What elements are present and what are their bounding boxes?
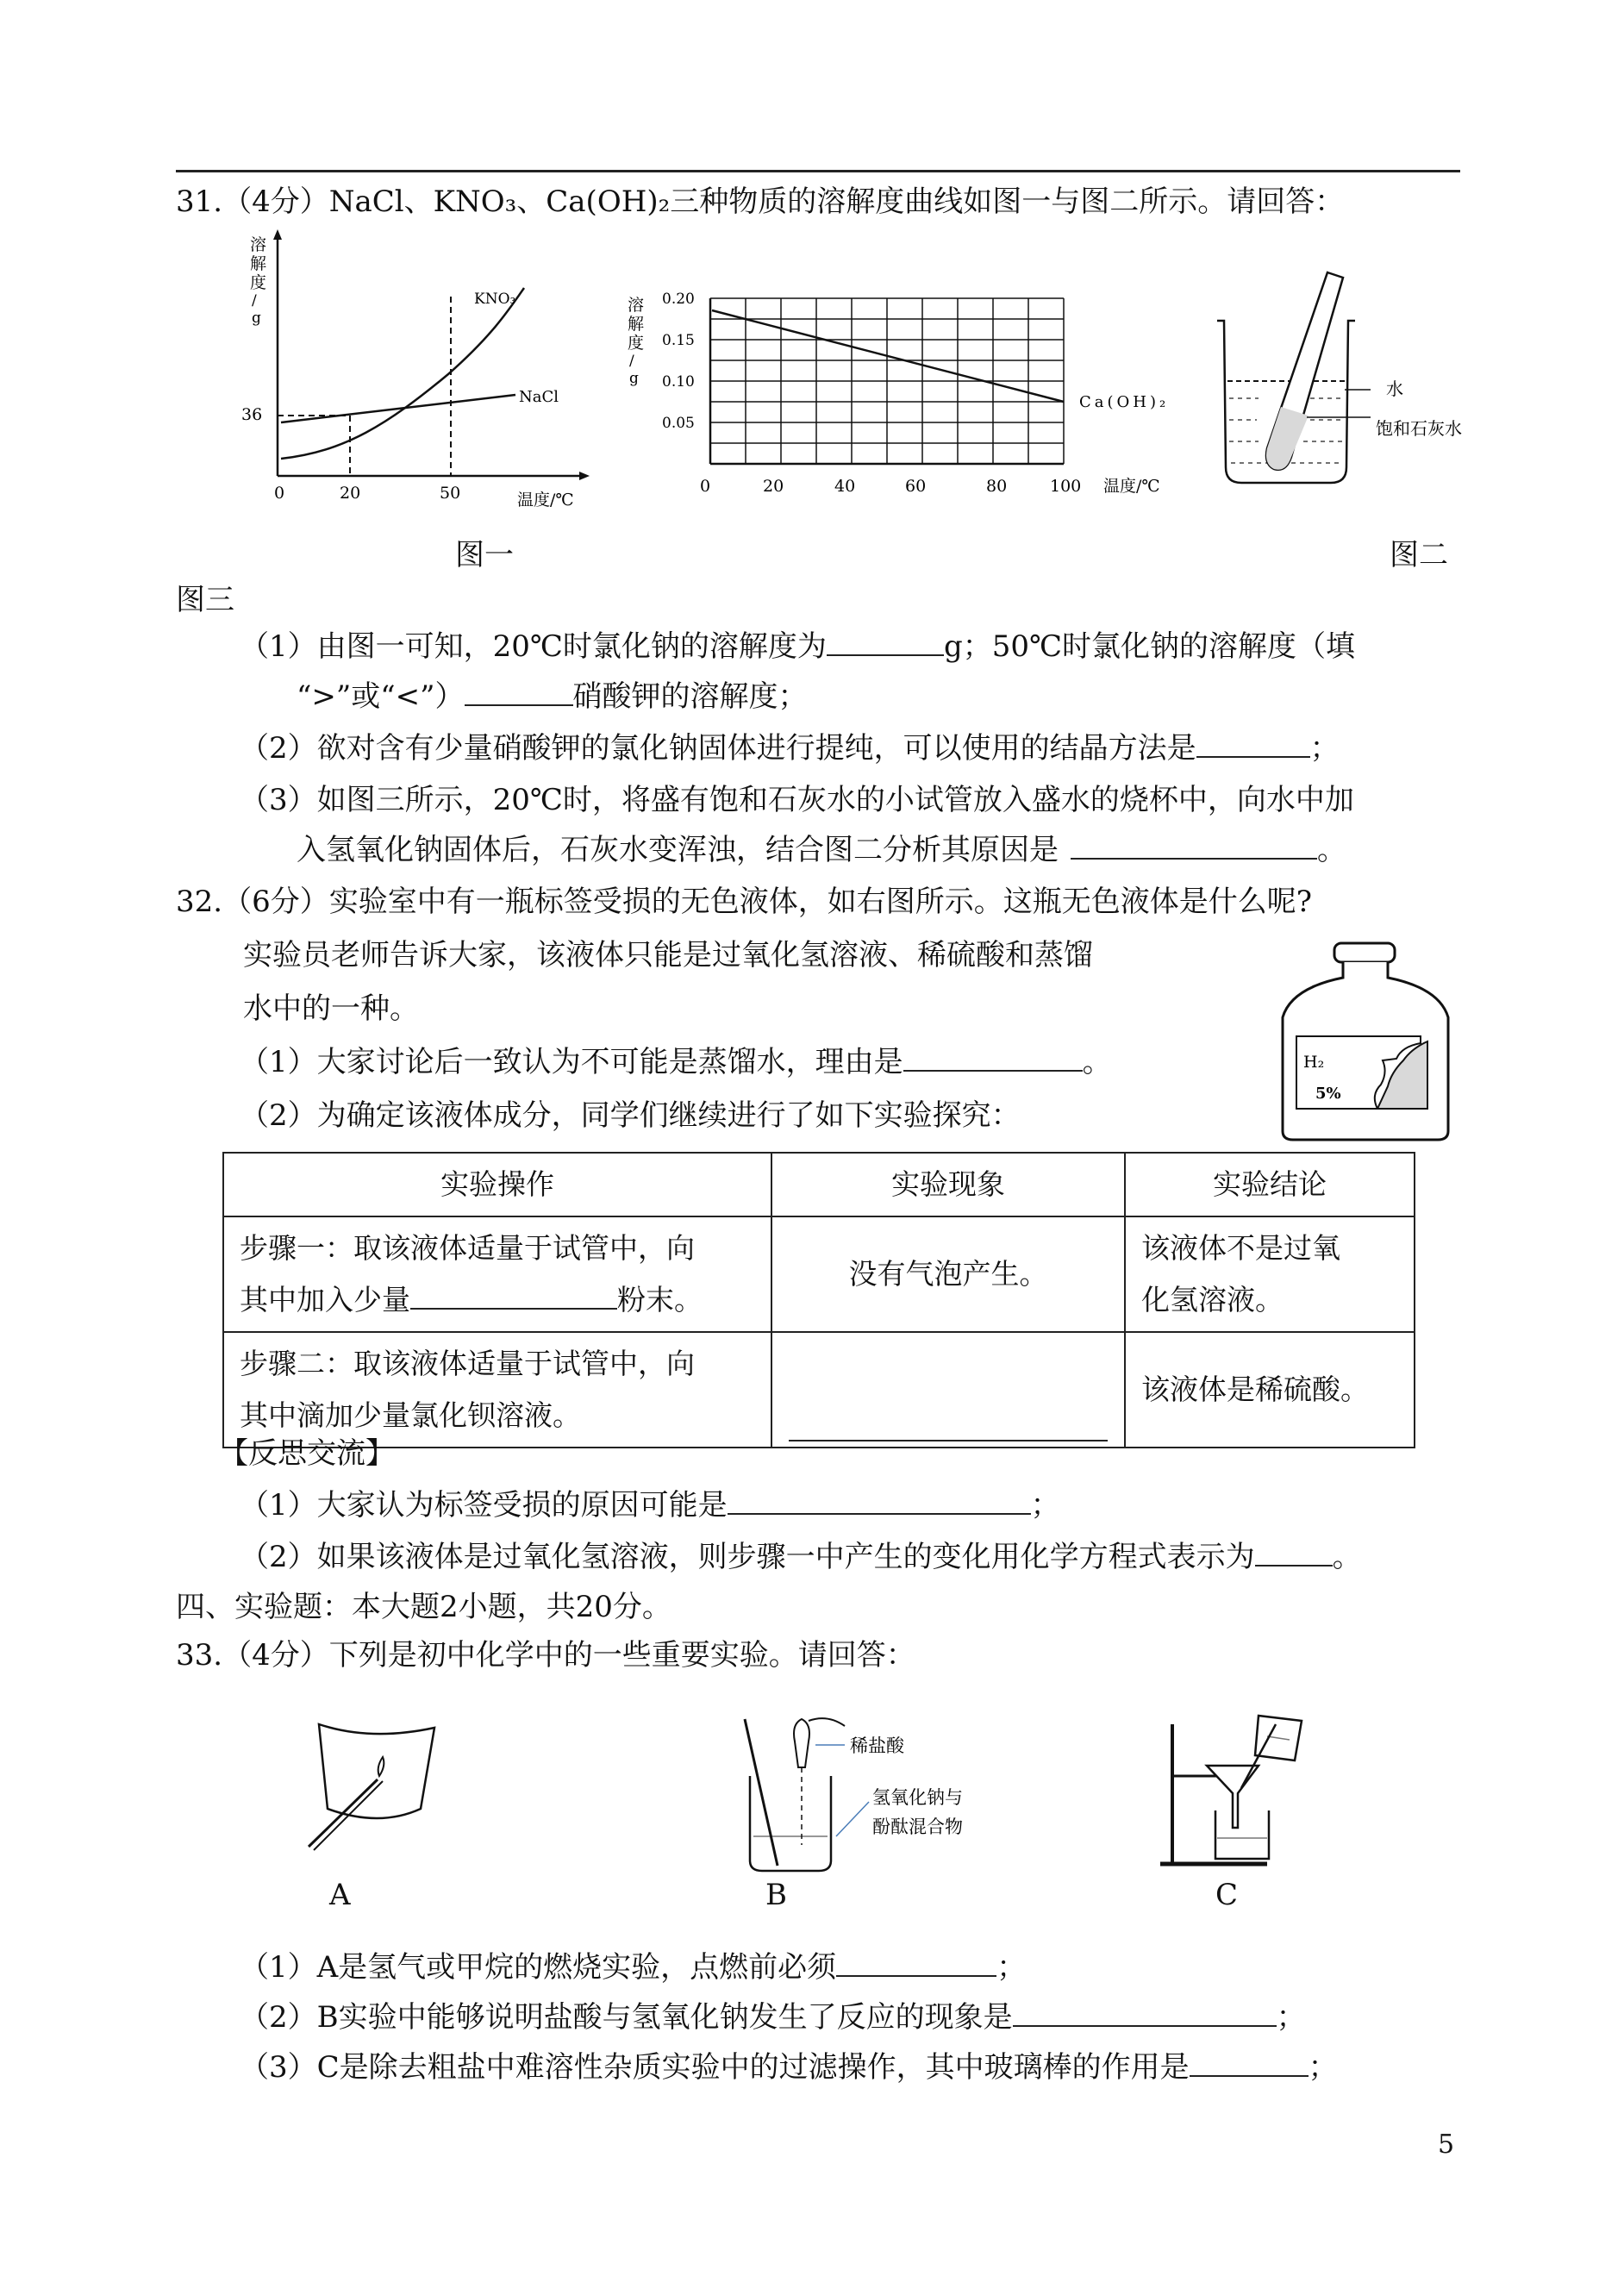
q32-line3: 水中的一种。: [243, 991, 419, 1026]
fig1-xtick-50: 50: [440, 484, 461, 503]
b-label-mix-1: 氢氧化钠与: [872, 1787, 963, 1808]
fig1-xtick-20: 20: [340, 484, 361, 503]
table-header-observation: 实验现象: [771, 1153, 1125, 1216]
answer-blank-not-water-reason[interactable]: [903, 1044, 1083, 1072]
caption-fig2: 图二: [1390, 538, 1448, 572]
q31-part3-line2: 入氢氧化钠固体后，石灰水变浑浊，结合图二分析其原因是 。: [297, 833, 1346, 867]
q31-p2: （2）欲对含有少量硝酸钾的氯化钠固体进行提纯，可以使用的结晶方法是: [240, 731, 1196, 766]
hand-icon: [809, 1718, 845, 1726]
apparatus-c-filtration: [1155, 1707, 1327, 1879]
test-tube-limewater: [1266, 407, 1309, 470]
answer-blank-powder[interactable]: [410, 1282, 617, 1310]
q33-part2: （2）B实验中能够说明盐酸与氢氧化钠发生了反应的现象是 ；: [240, 2000, 1306, 2035]
table-header-operation: 实验操作: [223, 1153, 771, 1216]
apparatus-b-neutralization: [715, 1707, 1043, 1879]
answer-blank-reaction-phenomenon[interactable]: [1013, 1999, 1277, 2027]
fig2-xtick-60: 60: [905, 477, 927, 496]
fig1-xlabel: 温度/℃: [517, 491, 574, 510]
figure-3-beaker-test-tube: [1207, 269, 1491, 502]
b-label-acid: 稀盐酸: [850, 1735, 904, 1756]
fig2-xtick-0: 0: [700, 477, 711, 496]
q31-p1c: “>”或“<”）: [297, 679, 465, 714]
row2-operation: 步骤二：取该液体适量于试管中，向 其中滴加少量氯化钡溶液。: [223, 1332, 771, 1448]
fig2-ytick-015: 0.15: [662, 332, 695, 349]
q31-p1d: 硝酸钾的溶解度；: [572, 679, 808, 714]
reflect-part2: （2）如果该液体是过氧化氢溶液，则步骤一中产生的变化用化学方程式表示为 。: [240, 1540, 1362, 1574]
reflect-title: 【反思交流】: [219, 1436, 395, 1471]
q31-part1-line1: [240, 628, 1355, 666]
beaker-c: [1215, 1810, 1269, 1859]
fig2-xlabel: 温度/℃: [1103, 477, 1160, 496]
row1-observation: 没有气泡产生。: [771, 1216, 1125, 1332]
fig2-ylabel-1: 溶: [628, 296, 645, 315]
q33-part3: （3）C是除去粗盐中难溶性杂质实验中的过滤操作，其中玻璃棒的作用是 ；: [240, 2050, 1338, 2085]
figure-2-caoh2-chart: [621, 285, 1198, 509]
section-4-heading: 四、实验题：本大题2小题，共20分。: [176, 1590, 671, 1624]
dropper-icon: [794, 1719, 809, 1767]
q32-p1: （1）大家讨论后一致认为不可能是蒸馏水，理由是: [240, 1045, 903, 1079]
q33-stem: 33.（4分）下列是初中化学中的一些重要实验。请回答：: [176, 1638, 915, 1673]
fig2-ylabel-4: /: [629, 353, 634, 370]
figure-1-solubility-chart: [233, 226, 595, 510]
beaker-b: [750, 1776, 831, 1871]
fig2-xtick-100: 100: [1050, 477, 1082, 496]
answer-blank-reason[interactable]: [1071, 832, 1317, 860]
bottle-stopper: [1334, 943, 1395, 962]
q32-part1: （1）大家讨论后一致认为不可能是蒸馏水，理由是 。: [240, 1045, 1112, 1079]
header-rule: [176, 170, 1460, 172]
answer-blank-label-damage-reason[interactable]: [728, 1487, 1031, 1515]
fig1-x-arrow: [579, 472, 590, 480]
row1-conclusion: 该液体不是过氧 化氢溶液。: [1125, 1216, 1415, 1332]
fig2-curve-caoh2: [712, 310, 1064, 402]
q32-part2: （2）为确定该液体成分，同学们继续进行了如下实验探究：: [240, 1098, 1021, 1133]
reagent-bottle-figure: [1274, 940, 1464, 1147]
caption-fig1: 图一: [455, 538, 514, 572]
row1-operation: 步骤一：取该液体适量于试管中，向 其中加入少量 粉末。: [223, 1216, 771, 1332]
q31-part2: （2）欲对含有少量硝酸钾的氯化钠固体进行提纯，可以使用的结晶方法是 ；: [240, 731, 1340, 766]
q32-stem: 32.（6分）实验室中有一瓶标签受损的无色液体，如右图所示。这瓶无色液体是什么呢?: [176, 885, 1312, 919]
fig1-curve-kno3: [281, 288, 524, 459]
b-label-mix-2: 酚酞混合物: [872, 1817, 963, 1837]
label-a: A: [329, 1878, 351, 1912]
fig2-ytick-010: 0.10: [662, 373, 695, 391]
experiment-table: [222, 1152, 1415, 1448]
inverted-beaker: [319, 1724, 434, 1818]
fig2-label-caoh2: Ca(OH)₂: [1079, 393, 1170, 411]
caption-fig3: 图三: [176, 583, 234, 617]
fig1-ylabel-5: g: [252, 310, 261, 327]
fig1-y-arrow: [273, 229, 282, 240]
answer-blank-before-ignition[interactable]: [836, 1949, 996, 1977]
fig1-ytick: 36: [241, 405, 263, 424]
bottle-label-pct: 5%: [1315, 1085, 1341, 1103]
answer-blank-crystallization[interactable]: [1196, 730, 1310, 758]
label-b: B: [765, 1878, 787, 1912]
table-header-row: [223, 1153, 1415, 1216]
fig2-ylabel-2: 解: [628, 315, 645, 334]
row2-observation: [771, 1332, 1125, 1448]
fig1-curve-nacl: [281, 395, 515, 422]
q31-part1-line2: [297, 678, 808, 716]
fig3-label-water: 水: [1386, 378, 1403, 399]
answer-blank-phenomenon[interactable]: [789, 1414, 1108, 1441]
q33-part1: （1）A是氢气或甲烷的燃烧实验，点燃前必须 ；: [240, 1950, 1027, 1985]
q31-p1b: g；50℃时氯化钠的溶解度（填: [943, 629, 1355, 664]
row2-conclusion: 该液体是稀硫酸。: [1125, 1332, 1415, 1448]
table-row: [223, 1332, 1415, 1448]
bottle-label-h: H₂: [1303, 1053, 1325, 1072]
fig1-ylabel-3: 度: [250, 273, 267, 292]
fig1-ylabel-4: /: [252, 292, 257, 310]
pointer-mixture: [836, 1802, 869, 1836]
q31-stem: 31.（4分）NaCl、KNO₃、Ca(OH)₂三种物质的溶解度曲线如图一与图二所示。请回答：: [176, 184, 1345, 219]
fig2-xtick-20: 20: [763, 477, 784, 496]
reflect-part1: （1）大家认为标签受损的原因可能是 ；: [240, 1488, 1060, 1523]
fig2-xtick-80: 80: [986, 477, 1008, 496]
answer-blank-nacl-20c[interactable]: [827, 628, 944, 656]
fig2-ytick-020: 0.20: [662, 291, 695, 308]
fig1-ylabel-2: 解: [250, 254, 267, 273]
q31-part3-line1: （3）如图三所示，20℃时，将盛有饱和石灰水的小试管放入盛水的烧杯中，向水中加: [240, 783, 1354, 817]
page-number: 5: [1438, 2129, 1455, 2160]
answer-blank-compare[interactable]: [465, 678, 573, 706]
q31-p3b: 入氢氧化钠固体后，石灰水变浑浊，结合图二分析其原因是: [297, 833, 1059, 867]
label-c: C: [1215, 1878, 1239, 1912]
answer-blank-glass-rod-role[interactable]: [1190, 2049, 1309, 2077]
table-header-conclusion: 实验结论: [1125, 1153, 1415, 1216]
answer-blank-equation[interactable]: [1255, 1539, 1333, 1566]
fig1-label-kno3: KNO₃: [474, 291, 516, 308]
apparatus-a-combustion: [293, 1716, 465, 1862]
q31-p1a: （1）由图一可知，20℃时氯化钠的溶解度为: [240, 629, 827, 664]
table-row: [223, 1216, 1415, 1332]
fig2-xtick-40: 40: [834, 477, 856, 496]
fig1-label-nacl: NaCl: [519, 388, 559, 406]
fig3-label-limewater: 饱和石灰水: [1376, 418, 1462, 439]
fig1-xtick-0: 0: [274, 484, 285, 503]
q32-line2: 实验员老师告诉大家，该液体只能是过氧化氢溶液、稀硫酸和蒸馏: [243, 938, 1093, 972]
fig2-ylabel-5: g: [629, 370, 639, 387]
fig2-ytick-005: 0.05: [662, 415, 695, 432]
fig1-ylabel-1: 溶: [250, 235, 267, 254]
fig2-ylabel-3: 度: [628, 334, 645, 353]
